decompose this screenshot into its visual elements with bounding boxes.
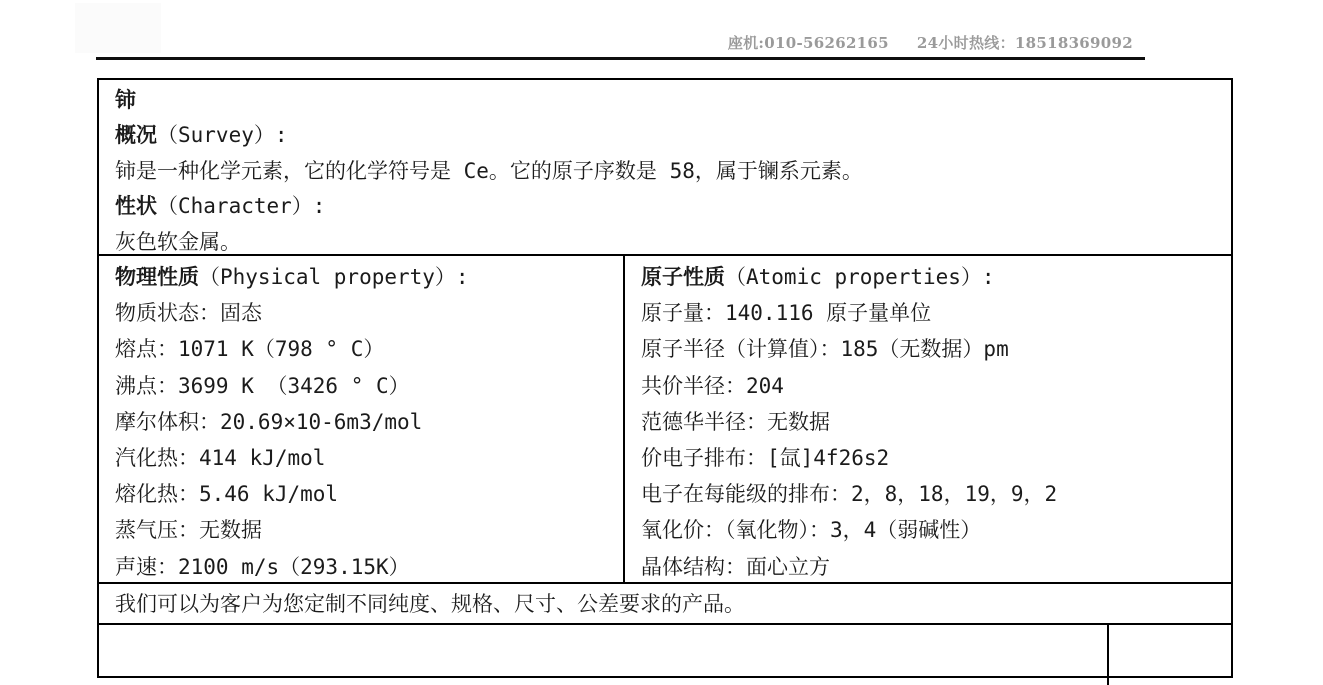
survey-label-zh: 概况 — [115, 123, 157, 148]
atomic-properties-list — [641, 295, 1231, 585]
survey-label-en: （Survey）: — [157, 123, 288, 148]
custom-note-text: 我们可以为客户为您定制不同纯度、规格、尺寸、公差要求的产品。 — [115, 592, 745, 616]
atomic-property-line: 晶体结构：面心立方 — [641, 554, 830, 579]
atomic-property-line: 价电子排布：[氙]4f26s2 — [641, 445, 890, 470]
physical-property-line: 物质状态：固态 — [115, 301, 262, 326]
physical-property-line: 熔点：1071 K（798 ° C） — [115, 337, 385, 362]
physical-property-line: 声速：2100 m/s（293.15K） — [115, 554, 410, 579]
physical-property-line: 蒸气压：无数据 — [115, 518, 262, 543]
atomic-properties-cell — [625, 256, 1231, 582]
physical-properties-title — [115, 259, 623, 295]
atomic-property-line: 原子量：140.116 原子量单位 — [641, 301, 932, 326]
atomic-property-line: 原子半径（计算值）：185（无数据）pm — [641, 337, 1009, 362]
physical-properties-list — [115, 295, 623, 585]
physical-title-en: （Physical property）: — [199, 265, 469, 289]
atomic-title-zh: 原子性质 — [641, 265, 725, 289]
physical-property-line: 沸点：3699 K （3426 ° C） — [115, 373, 410, 398]
atomic-property-line: 范德华半径：无数据 — [641, 409, 830, 434]
character-text: 灰色软金属。 — [115, 229, 241, 254]
header-contact — [728, 32, 1133, 53]
next-row-partial — [99, 625, 1231, 685]
landline-number: 座机:010-56262165 — [727, 34, 889, 52]
overview-section — [99, 80, 1231, 256]
element-name: 铈 — [115, 88, 136, 112]
atomic-title-en: （Atomic properties）: — [725, 265, 995, 289]
physical-property-line: 熔化热：5.46 kJ/mol — [115, 482, 339, 507]
custom-note-row — [99, 584, 1231, 625]
atomic-properties-title — [641, 259, 1231, 295]
logo-placeholder — [75, 3, 161, 53]
header-divider — [96, 57, 1145, 60]
physical-properties-cell — [99, 256, 625, 582]
atomic-property-line: 氧化价：（氧化物）：3，4（弱碱性） — [641, 518, 982, 543]
element-info-table — [97, 78, 1233, 678]
character-heading — [115, 189, 1231, 224]
properties-row — [99, 256, 1231, 584]
next-row-column-divider — [1107, 625, 1109, 685]
survey-text: 铈是一种化学元素，它的化学符号是 Ce。它的原子序数是 58，属于镧系元素。 — [115, 158, 863, 183]
atomic-property-line: 共价半径：204 — [641, 373, 784, 398]
atomic-property-line: 电子在每能级的排布：2，8，18，19，9，2 — [641, 482, 1058, 507]
character-label-zh: 性状 — [115, 194, 157, 219]
physical-title-zh: 物理性质 — [115, 265, 199, 289]
physical-property-line: 摩尔体积：20.69×10-6m3/mol — [115, 409, 423, 434]
survey-heading — [115, 118, 1231, 153]
character-label-en: （Character）: — [157, 194, 326, 219]
physical-property-line: 汽化热：414 kJ/mol — [115, 445, 326, 470]
hotline-number: 24小时热线：18518369092 — [916, 34, 1133, 52]
